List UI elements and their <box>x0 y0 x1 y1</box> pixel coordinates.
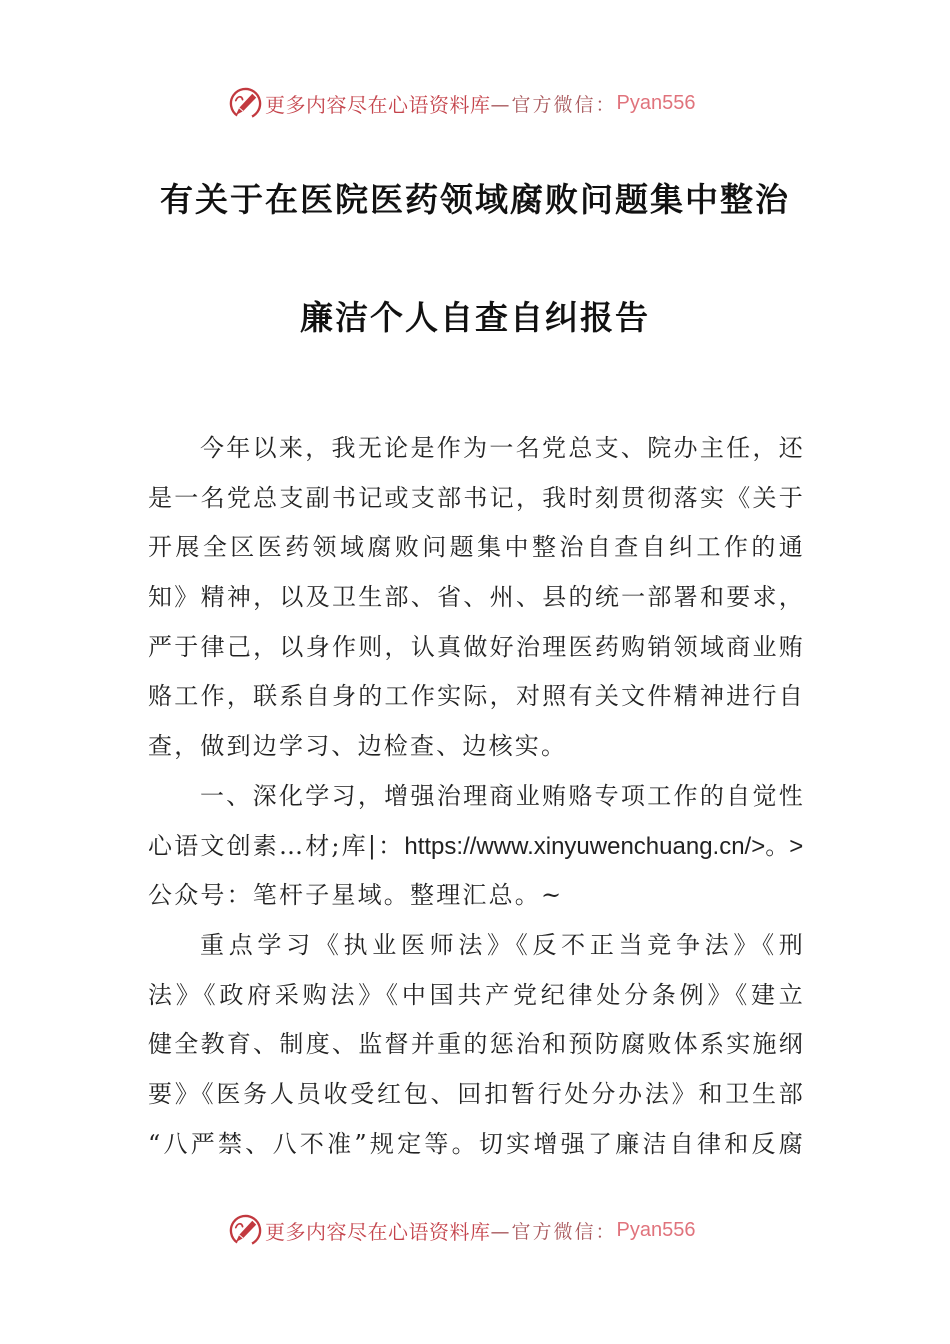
body-line: 严于律己，以身作则，认真做好治理医药购销领域商业贿 <box>148 632 804 661</box>
document-title-line-2: 廉洁个人自查自纠报告 <box>300 298 650 337</box>
section-heading: 一、深化学习，增强治理商业贿赂专项工作的自觉性 <box>200 781 804 810</box>
body-line: “八严禁、八不准”规定等。切实增强了廉洁自律和反腐 <box>148 1129 804 1158</box>
watermark-wechat-id: Pyan556 <box>616 1219 696 1241</box>
paragraph-2 <box>148 772 804 921</box>
source-url: https://www.xinyuwenchuang.cn/ <box>404 832 752 860</box>
body-line: 重点学习《执业医师法》《反不正当竞争法》《刑 <box>200 930 804 959</box>
body-line: 知》精神，以及卫生部、省、州、县的统一部署和要求， <box>148 583 804 612</box>
body-line: 要》《医务人员收受红包、回扣暂行处分办法》和卫生部 <box>148 1079 804 1108</box>
watermark-brand: 更多内容尽在心语资料库 <box>265 93 491 117</box>
paragraph-3 <box>148 921 804 1169</box>
watermark-separator: —官方微信： <box>490 94 617 116</box>
body-line: 健全教育、制度、监督并重的惩治和预防腐败体系实施纲 <box>148 1030 804 1059</box>
watermark-separator: —官方微信： <box>490 1221 617 1243</box>
paragraph-1 <box>148 424 804 772</box>
pen-circle-logo-icon <box>228 1213 263 1248</box>
document-body <box>148 424 804 1169</box>
document-title-line-1: 有关于在医院医药领域腐败问题集中整治 <box>160 180 790 219</box>
watermark-footer <box>228 1213 695 1248</box>
source-watermark-line <box>148 822 804 872</box>
watermark-wechat-id: Pyan556 <box>616 92 696 114</box>
body-line: 是一名党总支副书记或支部书记，我时刻贯彻落实《关于 <box>148 483 804 512</box>
watermark-header <box>228 86 695 121</box>
pen-circle-logo-icon <box>228 86 263 121</box>
body-line: 赂工作，联系自身的工作实际，对照有关文件精神进行自 <box>148 682 804 711</box>
body-line: 开展全区医药领域腐败问题集中整治自查自纠工作的通 <box>148 533 804 562</box>
source-suffix: >。> <box>751 832 804 860</box>
body-line: 查，做到边学习、边检查、边核实。 <box>148 732 568 761</box>
source-prefix: 心语文创素…材;库|： <box>148 831 405 860</box>
watermark-brand: 更多内容尽在心语资料库 <box>265 1220 491 1244</box>
body-line: 公众号：笔杆子星域。整理汇总。~ <box>148 881 564 910</box>
body-line: 今年以来，我无论是作为一名党总支、院办主任，还 <box>200 434 804 462</box>
body-line: 法》《政府采购法》《中国共产党纪律处分条例》《建立 <box>148 980 804 1009</box>
